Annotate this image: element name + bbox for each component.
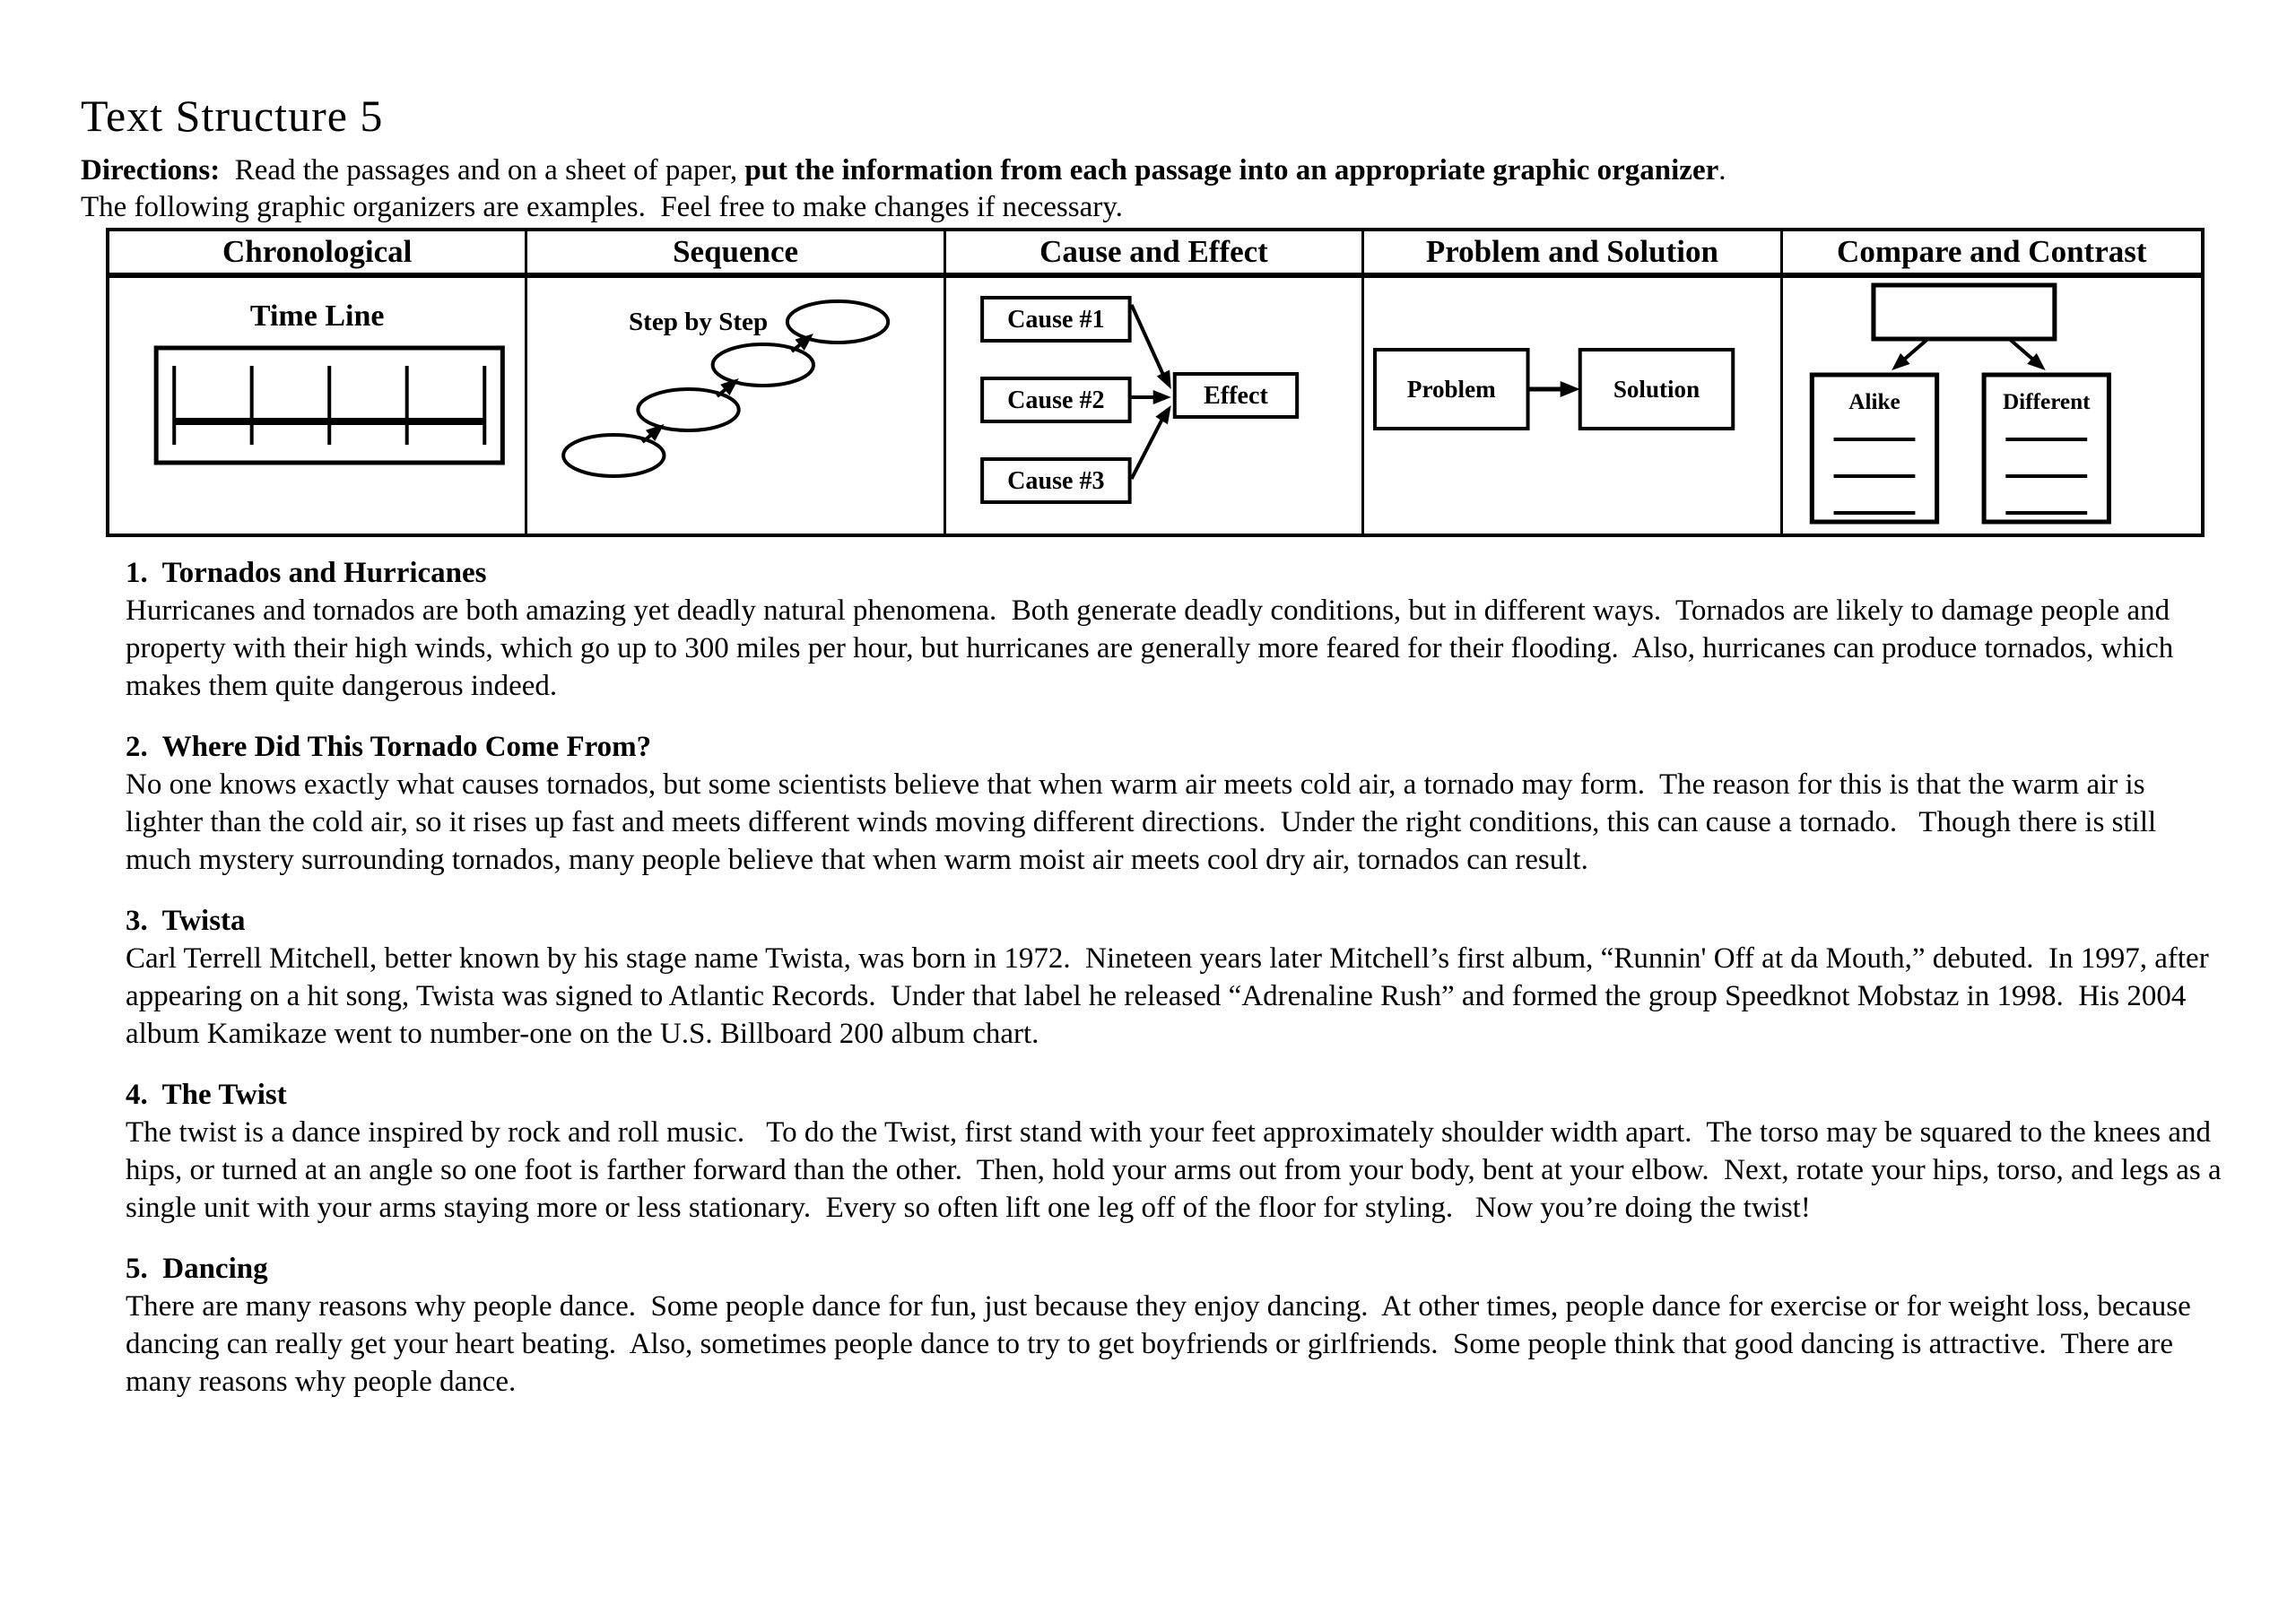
directions-part1: Read the passages and on a sheet of paper,	[220, 154, 745, 187]
diagram-cause-effect	[946, 278, 1364, 534]
passage-3-heading: 3. Twista	[126, 905, 246, 937]
cause-effect-graphic	[946, 278, 1361, 534]
passage-4-text: The twist is a dance inspired by rock and roll music. To do the Twist, first stand with your feet approximately shoulder width apart. The torso may be squared to the knees and hips, or turned at an angle so one foot is farther forward than the other. Then, hold your arms out from your body, bent at your elbow. Next, rotate your hips, torso, and legs as a single unit with your arms staying more or less stationary. Every so often lift one leg off of the floor for styling. Now you’re doing the twist!	[126, 1116, 2229, 1224]
column-header-sequence: Sequence	[527, 231, 945, 278]
passages-section	[126, 554, 2229, 1424]
different-label: Different	[2002, 390, 2091, 414]
problem-solution-arrowhead	[1561, 381, 1580, 397]
timeline-graphic	[109, 278, 525, 534]
directions	[81, 152, 2233, 226]
effect-label: Effect	[1203, 382, 1268, 410]
directions-line2: The following graphic organizers are examples. Feel free to make changes if necessary.	[81, 191, 1123, 223]
diagram-compare-contrast	[1783, 278, 2201, 534]
step-oval	[639, 389, 739, 430]
passage-5-heading: 5. Dancing	[126, 1253, 268, 1285]
cause-2-arrowhead	[1152, 390, 1170, 404]
cause-1-arrow-line	[1131, 305, 1165, 380]
step-oval	[787, 301, 888, 343]
directions-label: Directions:	[81, 154, 221, 187]
column-header-cause-effect: Cause and Effect	[946, 231, 1364, 278]
directions-part2: .	[1718, 154, 1726, 187]
passage-2-heading: 2. Where Did This Tornado Come From?	[126, 731, 652, 763]
cause-3-label: Cause #3	[1006, 467, 1105, 495]
cause-3-arrow-line	[1131, 412, 1165, 479]
compare-contrast-graphic	[1783, 278, 2201, 534]
diagram-sequence	[527, 278, 945, 534]
steps-title: Step by Step	[629, 308, 769, 336]
step-oval	[713, 344, 813, 386]
sequence-graphic	[527, 278, 943, 534]
passage-5-text: There are many reasons why people dance. Some people dance for fun, just because they enjoy dancing. At other times, people dance for exercise or for weight loss, because dancing can really get your heart beating. Also, sometimes people dance to try to get boyfriends or girlfriends. Some people think that good dancing is attractive. There are many reasons why people dance.	[126, 1290, 2198, 1398]
timeline-title: Time Line	[249, 299, 385, 333]
passage-2	[126, 728, 2229, 879]
diagram-problem-solution	[1364, 278, 1782, 534]
problem-label: Problem	[1407, 376, 1496, 403]
passage-1-heading: 1. Tornados and Hurricanes	[126, 557, 487, 589]
passage-3-text: Carl Terrell Mitchell, better known by his stage name Twista, was born in 1972. Nineteen years later Mitchell’s first album, “Runnin' Off at da Mouth,” debuted. In 1997, after appearing on a hit song, Twista was signed to Atlantic Records. Under that label he released “Adrenaline Rush” and formed the group Speedknot Mobstaz in 1998. His 2004 album Kamikaze went to number-one on the U.S. Billboard 200 album chart.	[126, 942, 2216, 1050]
alike-label: Alike	[1848, 390, 1900, 414]
cause-1-label: Cause #1	[1006, 306, 1105, 334]
passage-3	[126, 902, 2229, 1053]
column-header-problem-solution: Problem and Solution	[1364, 231, 1782, 278]
problem-solution-graphic	[1364, 278, 1779, 534]
directions-bold: put the information from each passage into an appropriate graphic organizer	[744, 154, 1719, 187]
solution-label: Solution	[1613, 376, 1700, 403]
cause-2-label: Cause #2	[1006, 386, 1105, 414]
passage-5	[126, 1250, 2229, 1401]
passage-4	[126, 1076, 2229, 1227]
passage-1	[126, 554, 2229, 705]
passage-2-text: No one knows exactly what causes tornados, but some scientists believe that when warm air meets cold air, a tornado may form. The reason for this is that the warm air is lighter than the cold air, so it rises up fast and meets different winds moving different directions. Under the right conditions, this can cause a tornado. Though there is still much mystery surrounding tornados, many people believe that when warm moist air meets cool dry air, tornados can result.	[126, 768, 2164, 876]
step-oval	[564, 435, 665, 476]
passage-1-text: Hurricanes and tornados are both amazing yet deadly natural phenomena. Both generate deadly conditions, but in different ways. Tornados are likely to damage people and property with their high winds, which go up to 300 miles per hour, but hurricanes are generally more feared for their flooding. Also, hurricanes can produce tornados, which makes them quite dangerous indeed.	[126, 594, 2181, 702]
column-header-chronological: Chronological	[109, 231, 527, 278]
diagram-chronological	[109, 278, 527, 534]
column-header-compare-contrast: Compare and Contrast	[1783, 231, 2201, 278]
topic-box	[1874, 285, 2055, 339]
graphic-organizer-table	[106, 228, 2205, 537]
page-title: Text Structure 5	[81, 91, 384, 141]
passage-4-heading: 4. The Twist	[126, 1079, 287, 1111]
